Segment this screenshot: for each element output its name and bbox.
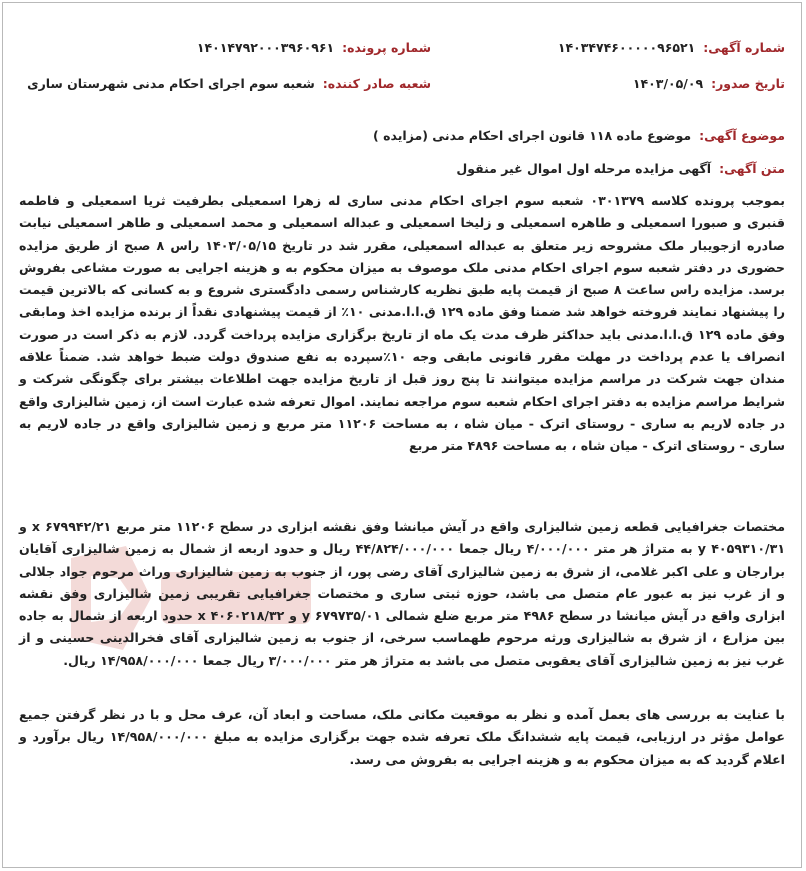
header-row-2: [3, 76, 801, 98]
body-paragraph-3: با عنایت به بررسی های بعمل آمده و نظر به موقعیت مکانی ملک، مساحت و ابعاد آن، عرف محل و با در نظر گرفتن جمیع عوامل مؤثر در ارزیابی، قیمت پایه ششدانگ ملک تعرفه شده جهت برگزاری مزایده به مبلغ ۱۴/۹۵۸/۰۰۰/۰۰۰ ریال برآورد و اعلام گردید که به میزان محکوم به و هزینه اجرایی به بفروش می رسد.: [19, 707, 785, 767]
body-paragraph-2: مختصات جغرافیایی قطعه زمین شالیزاری واقع در آیش میانشا وفق نقشه ابزاری در سطح ۱۱۲۰۶ متر مربع ۶۷۹۹۴۲/۲۱ x و ۴۰۵۹۳۱۰/۳۱ y به متراژ هر متر ۴/۰۰۰/۰۰۰ ریال جمعا ۴۴/۸۲۴/۰۰۰/۰۰۰ ریال و حدود اربعه از شمال به زمین شالیزاری آقایان برارجان و علی اکبر غلامی، از شرق به زمین شالیزاری آقای رضی پور، از جنوب به زمین شالیزاری وراث مرحوم جواد جلالی و از غرب نیز به عبور عام متصل می باشد، حوزه ثبتی ساری و مختصات جغرافیایی تقریبی زمین شالیزاری وفق نقشه ابزاری واقع در آیش میانشا در سطح ۴۹۸۶ متر مربع ضلع شمالی ۶۷۹۷۳۵/۰۱ y و ۴۰۶۰۲۱۸/۳۲ x حدود اربعه از شمال به جاده بین مزارع ، از شرق به شالیزاری ورثه مرحوم طهماسب سرخی، از جنوب به زمین شالیزاری آقای فخرالدینی حسینی و از غرب نیز به زمین شالیزاری آقای یعقوبی متصل می باشد به متراژ هر متر ۳/۰۰۰/۰۰۰ ریال جمعا ۱۴/۹۵۸/۰۰۰/۰۰۰ ریال.: [19, 519, 786, 668]
notice-number: [558, 40, 785, 55]
notice-frame: [2, 2, 802, 868]
case-number: [197, 40, 431, 55]
notice-subject-value: موضوع ماده ۱۱۸ قانون اجرای احکام مدنی (مزایده ): [373, 128, 692, 143]
issue-date-label: تاریخ صدور:: [711, 76, 785, 91]
notice-number-value: ۱۴۰۳۴۷۴۶۰۰۰۰۰۹۶۵۲۱: [557, 40, 696, 55]
body-paragraph-1: بموجب پرونده کلاسه ۰۳۰۱۳۷۹ شعبه سوم اجرای احکام مدنی ساری له زهرا اسمعیلی بطرفیت ثریا اسمعیلی و فاطمه قنبری و صبورا اسمعیلی و طاهره اسمعیلی و زلیخا اسمعیلی و عبداله اسمعیلی و محمد اسمعیلی و طاهر اسمعیلی نیابت صادره ازجویبار ملک مشروحه زیر متعلق به عبداله اسمعیلی، مقرر شد در تاریخ ۱۴۰۳/۰۵/۱۵ راس ۸ صبح از طریق مزایده حضوری در دفتر شعبه سوم اجرای احکام مدنی ملک موصوف به میزان محکوم به و هزینه اجرایی به صورت مشاعی بفروش برسد. مزایده راس ساعت ۸ صبح از قیمت پایه طبق نظریه کارشناس رسمی دادگستری شروع و به کسانی که بالاترین قیمت را پیشنهاد نمایند فروخته خواهد شد ضمنا وفق ماده ۱۲۹ ق.ا.ا.مدنی ۱۰٪ از قیمت پیشنهادی نقداً از برنده مزایده اخذ ومابقی وفق ماده ۱۲۹ ق.ا.ا.مدنی باید حداکثر ظرف مدت یک ماه از تاریخ برگزاری مزایده پرداخت گردد. لازم به ذکر است در صورت انصراف یا عدم پرداخت در مهلت مقرر قانونی مابقی وجه ۱۰٪سپرده به نفع صندوق دولت ضبط خواهد شد. ضمناً علاقه مندان جهت شرکت در مراسم مزایده میتوانند تا پنج روز قبل از تاریخ مزایده جهت اطلاعات بیشتر برای چگونگی شرکت و شرایط مراسم مزایده به دفتر اجرای احکام شعبه سوم مراجعه نمایند. اموال تعرفه شده عبارت است از، زمین شالیزاری واقع در جاده لاریم به ساری - روستای اترک - میان شاه ، به مساحت ۱۱۲۰۶ متر مربع و زمین شالیزاری واقع در جاده لاریم به ساری - روستای اترک - میان شاه ، به مساحت ۴۸۹۶ متر مربع: [19, 193, 786, 454]
issuing-branch-label: شعبه صادر کننده:: [322, 76, 431, 91]
notice-number-label: شماره آگهی:: [703, 40, 785, 55]
issue-date-value: ۱۴۰۳/۰۵/۰۹: [632, 76, 704, 91]
issue-date: [633, 76, 785, 91]
issuing-branch: [27, 76, 431, 91]
case-number-label: شماره پرونده:: [342, 40, 431, 55]
notice-body-value: آگهی مزایده مرحله اول اموال غیر منقول: [456, 161, 712, 176]
notice-body-title: [456, 161, 785, 176]
notice-body-label: متن آگهی:: [719, 161, 785, 176]
case-number-value: ۱۴۰۱۴۷۹۲۰۰۰۳۹۶۰۹۶۱: [196, 40, 335, 55]
header-row-1: [3, 40, 801, 62]
issuing-branch-value: شعبه سوم اجرای احکام مدنی شهرستان ساری: [27, 76, 315, 91]
notice-subject: [373, 128, 785, 143]
notice-subject-label: موضوع آگهی:: [699, 128, 785, 143]
